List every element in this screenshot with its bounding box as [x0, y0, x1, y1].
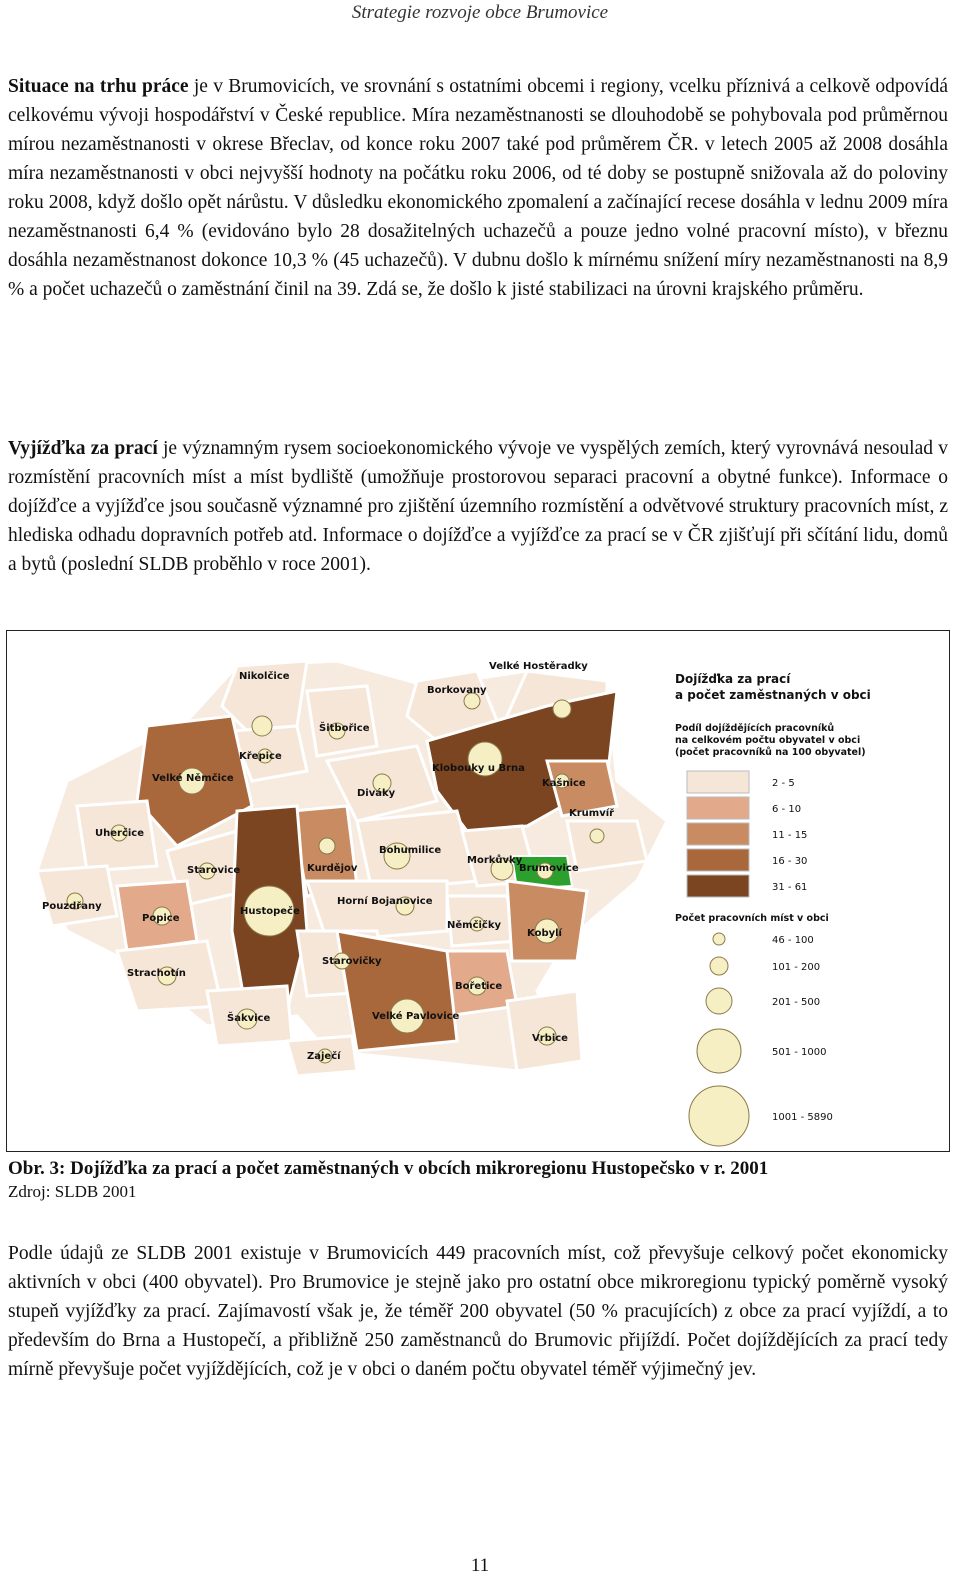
page-header: Strategie rozvoje obce Brumovice: [351, 2, 609, 23]
commuting-map: [6, 630, 950, 1152]
label-nikolcice: Nikolčice: [239, 671, 290, 682]
legend-share-swatches: [687, 771, 807, 897]
label-vrbice: Vrbice: [532, 1033, 568, 1044]
label-kurdejov: Kurdějov: [307, 863, 358, 874]
paragraph-commuting: [8, 434, 948, 579]
legend-swatch: [687, 823, 749, 845]
legend-title-line1: Dojížďka za prací: [675, 672, 791, 686]
label-popice: Popice: [142, 913, 180, 924]
paragraph-text: je v Brumovicích, ve srovnání s ostatními obcemi i regiony, vcelku příznivá a celkově odpovídá celkovému vývoji hospodářství v České republice. Míra nezaměstnanosti se dlouhodobě se pohybovala pod průměrnou mírou nezaměstnanosti v okrese Břeclav, od konce roku 2007 také pod průměrem ČR. v letech 2005 až 2008 dosáhla míra nezaměstnanosti v obci nejvyšší hodnoty na počátku roku 2006, od té doby se postupně snižovala až do poloviny roku 2008, když došlo opět nárůstu. V důsledku ekonomického zpomalení a začínající recese dosáhla v lednu 2009 míra nezaměstnanosti 6,4 % (evidováno bylo 28 dosažitelných uchazečů a pouze jedno volné pracovní místo), v březnu dosáhla nezaměstnanost dokonce 10,3 % (45 uchazečů). V dubnu došlo k mírnému snížení míry nezaměstnanosti na 8,9 % a počet uchazečů o zaměstnání činil na 39. Zdá se, že došlo k jisté stabilizaci na úrovni krajského průměru.: [8, 76, 948, 300]
label-brumovice: Brumovice: [519, 863, 579, 874]
legend-share-label: 6 - 10: [772, 804, 802, 815]
label-sitborice: Šitbořice: [319, 723, 370, 734]
workplace-circle: [252, 716, 272, 736]
legend-swatch: [687, 797, 749, 819]
map-svg: [7, 631, 949, 1151]
legend-circle: [713, 933, 725, 945]
workplace-circle: [590, 829, 604, 843]
region-velke-pavlovice: [337, 931, 457, 1051]
label-starovice: Starovice: [187, 865, 241, 876]
label-horni-bojanovice: Horní Bojanovice: [337, 896, 433, 907]
label-velke-nemcice: Velké Němčice: [152, 773, 234, 784]
legend-workers-label: 46 - 100: [772, 935, 814, 946]
figure-source: Zdroj: SLDB 2001: [8, 1182, 137, 1201]
region-sitborice: [307, 686, 377, 756]
legend-share-title-3: (počet pracovníků na 100 obyvatel): [675, 747, 866, 758]
label-velke-pavlovice: Velké Pavlovice: [372, 1011, 460, 1022]
legend-swatch: [687, 875, 749, 897]
label-strachotin: Strachotín: [127, 968, 186, 979]
paragraph-brumovice-jobs: Podle údajů ze SLDB 2001 existuje v Brumovicích 449 pracovních míst, což převyšuje celkový počet ekonomicky aktivních v obci (400 obyvatel). Pro Brumovice je stejně jako pro ostatní obce mikroregionu typický poměrně vysoký stupeň vyjížďky za prací. Zajímavostí však je, že téměř 200 obyvatel (50 % pracujících) z obce za prací vyjíždí, a to především do Brna a Hustopečí, a přibližně 250 zaměstnanců do Brumovic přijíždí. Počet dojíždějících za prací tedy mírně převyšuje počet vyjíždějících, což je v obci o daném počtu obyvatel téměř výjimečný jev.: [8, 1243, 948, 1380]
label-uhercice: Uherčice: [95, 828, 145, 839]
legend-circle: [689, 1086, 749, 1146]
legend-workers-label: 201 - 500: [772, 997, 821, 1008]
label-krumvir: Krumvíř: [569, 808, 615, 819]
legend-workers-label: 1001 - 5890: [772, 1112, 833, 1123]
legend-share-title-2: na celkovém počtu obyvatel v obci: [675, 735, 861, 746]
label-sakvice: Šakvice: [227, 1013, 271, 1024]
label-boretice: Bořetice: [455, 981, 503, 992]
legend-workers-label: 501 - 1000: [772, 1047, 827, 1058]
legend-workers-title: Počet pracovních míst v obci: [675, 913, 829, 924]
paragraph-lead: Situace na trhu práce: [8, 76, 189, 97]
legend-swatch: [687, 849, 749, 871]
label-bohumilice: Bohumilice: [379, 845, 442, 856]
label-hustopece: Hustopeče: [240, 906, 300, 917]
legend-workers-circles: [689, 933, 749, 1146]
label-pouzdrany: Pouzdřany: [42, 901, 102, 912]
legend-circle: [710, 957, 728, 975]
legend-circle: [697, 1029, 741, 1073]
legend-circle: [706, 988, 732, 1014]
workplace-circle: [319, 838, 335, 854]
region-krumvir: [567, 821, 647, 871]
label-krepice: Křepice: [239, 751, 282, 762]
figure-caption: Obr. 3: Dojížďka za prací a počet zaměstnaných v obcích mikroregionu Hustopečsko v r. 2001: [8, 1158, 769, 1179]
page-number: 11: [470, 1555, 490, 1576]
label-starovicky: Starovičky: [322, 956, 382, 967]
workplace-circle: [553, 700, 571, 718]
label-kasnice: Kašnice: [542, 778, 586, 789]
legend-share-label: 31 - 61: [772, 882, 808, 893]
label-morkuvky: Morkůvky: [467, 855, 523, 866]
label-velke-hosteradky: Velké Hostěradky: [489, 661, 588, 672]
paragraph-labour-market: [8, 72, 948, 304]
legend-share-label: 16 - 30: [772, 856, 808, 867]
legend-share-label: 11 - 15: [772, 830, 808, 841]
label-nemcicky: Němčičky: [447, 920, 502, 931]
legend-share-title-1: Podíl dojíždějících pracovníků: [675, 723, 835, 734]
label-klobouky: Klobouky u Brna: [432, 763, 525, 774]
legend-swatch: [687, 771, 749, 793]
legend-workers-label: 101 - 200: [772, 962, 821, 973]
label-divaky: Diváky: [357, 788, 396, 799]
paragraph-lead: Vyjížďka za prací: [8, 438, 158, 459]
legend-title-line2: a počet zaměstnaných v obci: [675, 688, 871, 702]
label-borkovany: Borkovany: [427, 685, 487, 696]
label-zajeci: Zaječí: [307, 1051, 341, 1062]
paragraph-text: je významným rysem socioekonomického vývoje ve vyspělých zemích, který vyrovnává nesoulad v rozmístění pracovních míst a míst bydliště (umožňuje prostorovou separaci pracovní a obytné funkce). Informace o dojížďce a vyjížďce jsou současně významné pro zjištění územního rozmístění a odvětvové struktury pracovních míst, z hlediska odhadu dopravních potřeb atd. Informace o dojížďce a vyjížďce za prací se v ČR zjišťují při sčítání lidu, domů a bytů (poslední SLDB proběhlo v roce 2001).: [8, 438, 949, 575]
legend-share-label: 2 - 5: [772, 778, 795, 789]
label-kobyli: Kobylí: [527, 928, 562, 939]
